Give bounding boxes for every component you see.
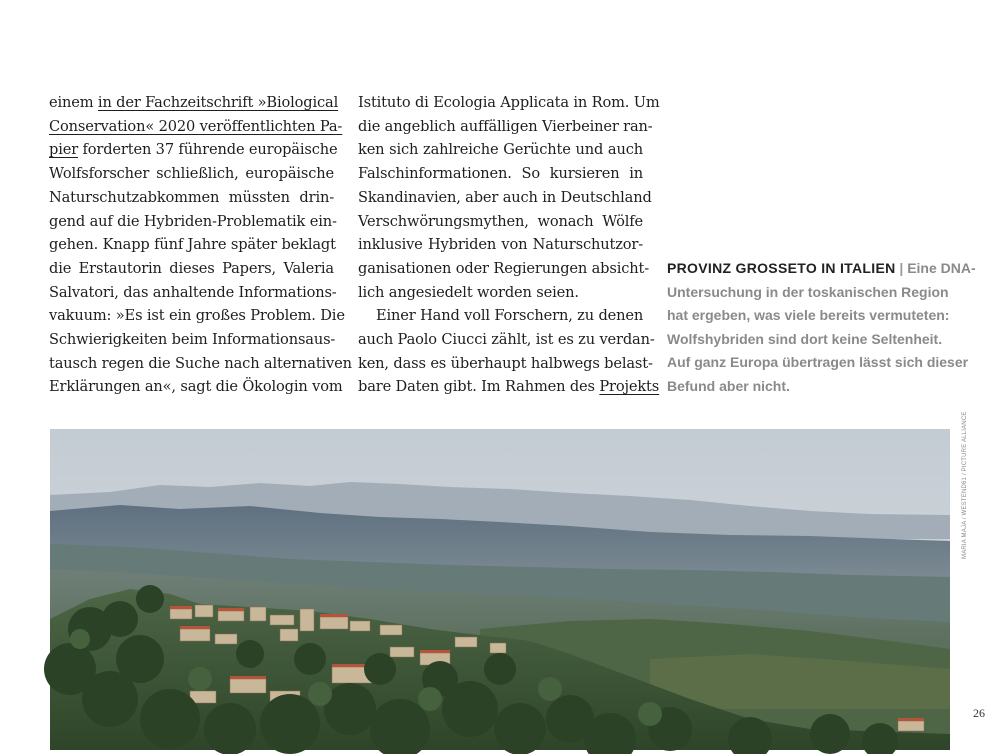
text-line — [49, 233, 334, 257]
source-link[interactable]: pier — [49, 141, 79, 159]
text-run: Salvatori, das anhaltende Informations- — [49, 283, 337, 301]
text-run: forderten 37 führende europäische — [78, 141, 338, 159]
text-line — [49, 115, 343, 139]
text-line — [49, 257, 334, 281]
text-line — [358, 138, 643, 162]
text-line — [49, 162, 334, 186]
text-run: Skandinavien, aber auch in Deutschland — [358, 188, 652, 206]
text-line — [358, 210, 643, 234]
text-line — [358, 186, 652, 210]
caption-first-line — [667, 257, 976, 281]
text-line — [358, 233, 643, 257]
text-run: auch Paolo Ciucci zählt, ist es zu verdan- — [358, 331, 655, 349]
text-run: die Erstautorin dieses Papers, Valeria — [49, 259, 334, 277]
article-column-left — [49, 91, 352, 399]
text-line — [49, 304, 345, 328]
text-run: Schwierigkeiten beim Informationsaus- — [49, 331, 336, 349]
caption-line: Eine DNA- — [907, 260, 976, 276]
caption-line: Befund aber nicht. — [667, 377, 790, 394]
text-run: tausch regen die Suche nach alternativen — [49, 354, 352, 372]
text-line — [358, 352, 653, 376]
text-run: Einer Hand voll Forschern, zu denen — [376, 307, 644, 325]
text-line — [358, 281, 643, 305]
text-line — [49, 186, 334, 210]
text-line — [49, 328, 334, 352]
article-column-middle — [358, 91, 660, 399]
text-run: ken, dass es überhaupt halbwegs belast- — [358, 354, 653, 372]
text-line — [358, 257, 649, 281]
text-run: Naturschutzabkommen müssten drin- — [49, 188, 334, 206]
text-run: gehen. Knapp fünf Jahre später beklagt — [49, 236, 336, 254]
text-run: Verschwörungsmythen, wonach Wölfe — [358, 212, 643, 230]
text-run: gend auf die Hybriden-Problematik ein- — [49, 212, 337, 230]
text-line — [49, 138, 338, 162]
source-link[interactable]: Conservation« 2020 veröffentlichten Pa- — [49, 117, 343, 135]
text-line — [358, 162, 643, 186]
caption-line: Auf ganz Europa übertragen lässt sich dieser — [667, 354, 969, 370]
text-run: die angeblich auffälligen Vierbeiner ran- — [358, 117, 653, 135]
text-line — [358, 115, 653, 139]
text-line — [49, 352, 352, 376]
text-line — [358, 375, 660, 399]
text-run: Erklärungen an«, sagt die Ökologin vom — [49, 378, 343, 396]
source-link[interactable]: in der Fachzeitschrift »Biological — [97, 94, 339, 111]
text-run: Falschinformationen. So kursieren in — [358, 165, 643, 183]
text-line — [49, 281, 337, 305]
tuscany-landscape-photo — [50, 429, 950, 750]
photo-credit-text: MARIA MAJA / WESTEND61 / PICTURE ALLIANCE — [962, 411, 968, 559]
text-run: inklusive Hybriden von Naturschutzor- — [358, 236, 643, 254]
photo-caption — [667, 257, 976, 398]
text-run: ganisationen oder Regierungen absicht- — [358, 259, 649, 277]
text-line — [358, 328, 655, 352]
caption-separator: | — [899, 260, 904, 276]
text-line — [358, 91, 660, 115]
text-line — [358, 304, 643, 328]
text-run: Istituto di Ecologia Applicata in Rom. Um — [358, 94, 660, 111]
text-run: vakuum: »Es ist ein großes Problem. Die — [49, 307, 345, 325]
text-run: ken sich zahlreiche Gerüchte und auch — [358, 141, 643, 159]
caption-line: Wolfshybriden sind dort keine Seltenheit. — [667, 330, 943, 347]
article-paragraph — [49, 91, 352, 399]
source-link[interactable]: Projekts — [599, 378, 660, 396]
text-run: einem — [49, 94, 98, 111]
text-run: lich angesiedelt worden seien. — [358, 283, 579, 301]
text-run: Wolfsforscher schließlich, europäische — [49, 165, 334, 183]
page-number: 26 — [973, 706, 985, 720]
text-run: bare Daten gibt. Im Rahmen des — [358, 378, 600, 396]
photo-credit — [951, 411, 968, 569]
caption-headline: PROVINZ GROSSETO IN ITALIEN — [667, 260, 896, 276]
text-line — [49, 91, 339, 115]
caption-line: Untersuchung in der toskanischen Region — [667, 283, 949, 300]
article-paragraph — [358, 91, 660, 399]
text-line — [49, 210, 337, 234]
text-line — [49, 375, 343, 399]
caption-line: hat ergeben, was viele bereits vermuteten: — [667, 307, 950, 323]
